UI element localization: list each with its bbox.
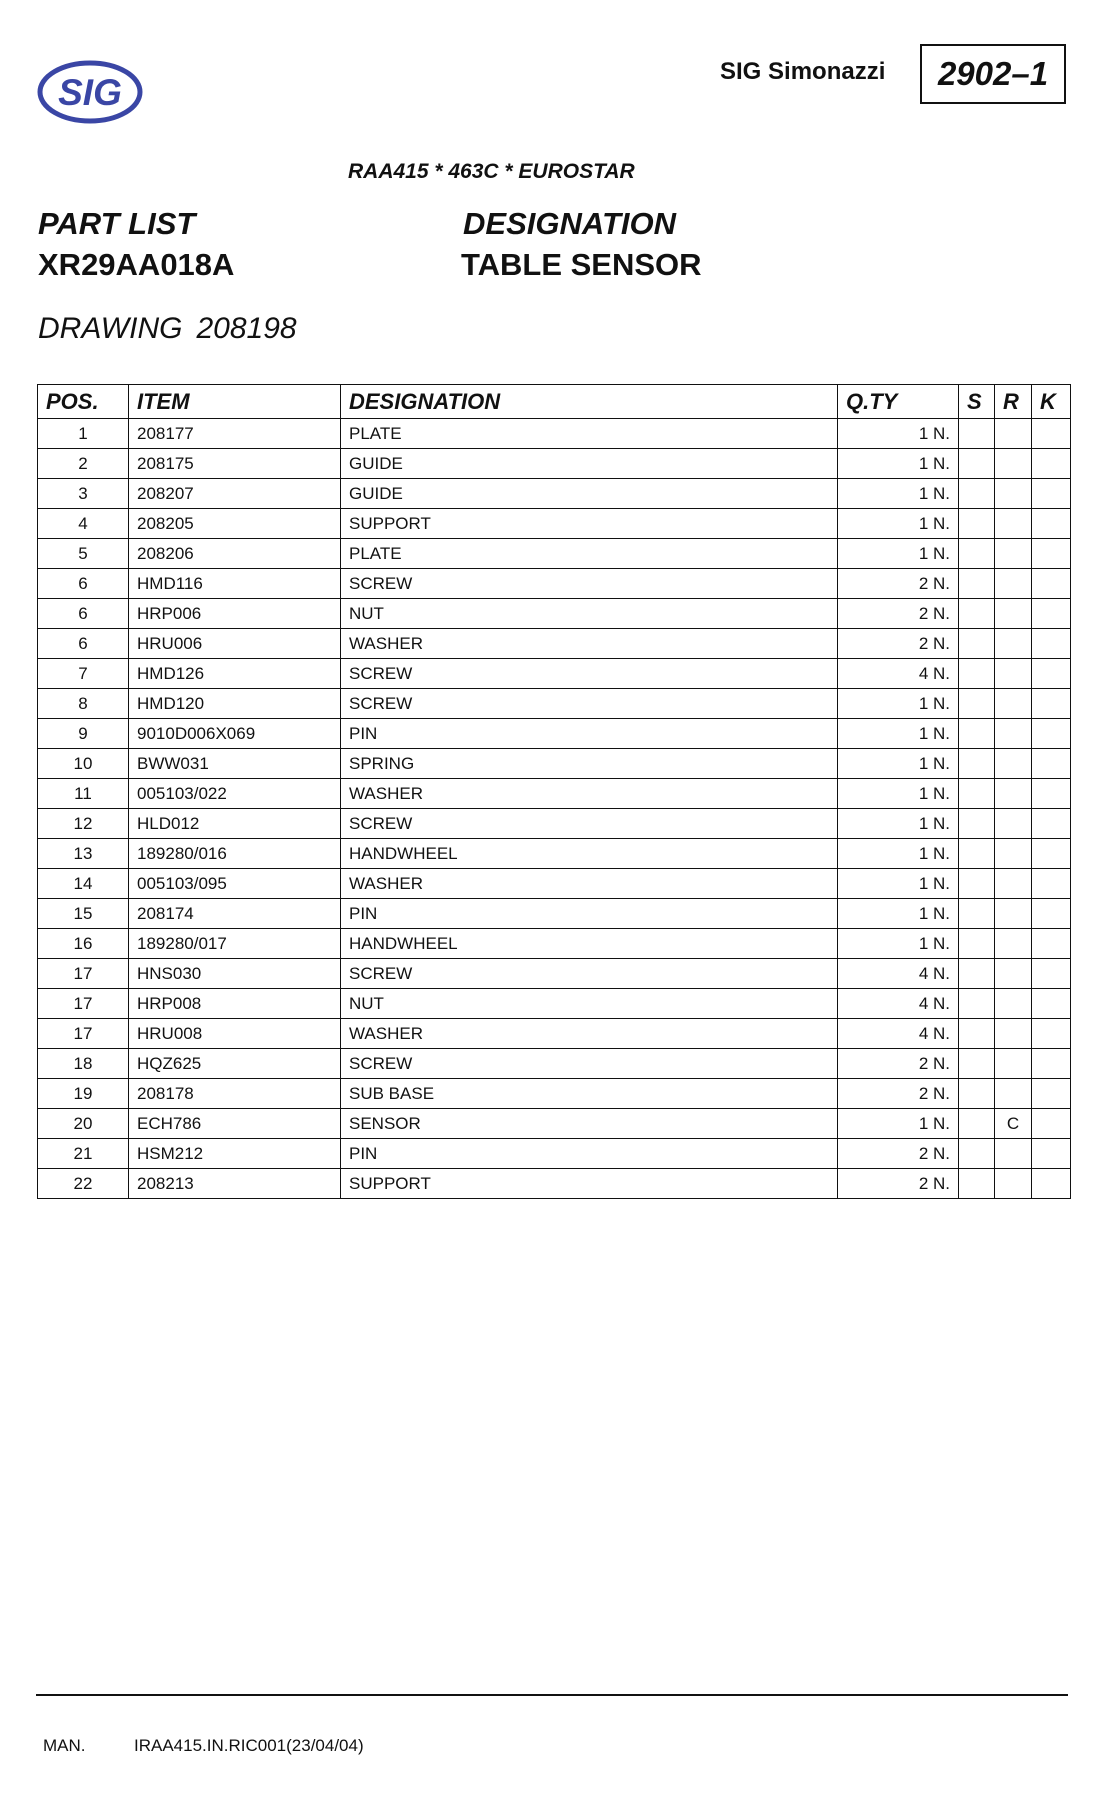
cell-pos: 7 bbox=[38, 659, 129, 689]
cell-r bbox=[995, 929, 1032, 959]
cell-k bbox=[1032, 869, 1071, 899]
cell-qty: 1 N. bbox=[838, 689, 959, 719]
designation-label: DESIGNATION bbox=[463, 206, 676, 241]
table-row bbox=[38, 869, 1071, 899]
cell-s bbox=[959, 959, 995, 989]
table-row bbox=[38, 659, 1071, 689]
table-row bbox=[38, 779, 1071, 809]
cell-pos: 5 bbox=[38, 539, 129, 569]
cell-r: C bbox=[995, 1109, 1032, 1139]
cell-r bbox=[995, 779, 1032, 809]
cell-s bbox=[959, 569, 995, 599]
cell-s bbox=[959, 989, 995, 1019]
cell-pos: 16 bbox=[38, 929, 129, 959]
cell-qty: 1 N. bbox=[838, 419, 959, 449]
drawing-label: DRAWING bbox=[38, 312, 183, 345]
table-row bbox=[38, 599, 1071, 629]
cell-s bbox=[959, 929, 995, 959]
col-header-qty: Q.TY bbox=[838, 385, 959, 419]
cell-k bbox=[1032, 689, 1071, 719]
col-header-r: R bbox=[995, 385, 1032, 419]
cell-item: HNS030 bbox=[129, 959, 341, 989]
cell-s bbox=[959, 629, 995, 659]
brand-name: SIG Simonazzi bbox=[720, 58, 886, 85]
cell-pos: 6 bbox=[38, 569, 129, 599]
cell-designation: SUPPORT bbox=[341, 509, 838, 539]
cell-k bbox=[1032, 629, 1071, 659]
table-row bbox=[38, 1019, 1071, 1049]
cell-designation: PIN bbox=[341, 1139, 838, 1169]
cell-pos: 4 bbox=[38, 509, 129, 539]
designation-value: TABLE SENSOR bbox=[461, 247, 702, 282]
cell-s bbox=[959, 899, 995, 929]
cell-item: 189280/017 bbox=[129, 929, 341, 959]
table-row bbox=[38, 1049, 1071, 1079]
cell-qty: 1 N. bbox=[838, 899, 959, 929]
cell-k bbox=[1032, 1079, 1071, 1109]
cell-pos: 6 bbox=[38, 599, 129, 629]
cell-qty: 1 N. bbox=[838, 539, 959, 569]
cell-k bbox=[1032, 749, 1071, 779]
cell-s bbox=[959, 869, 995, 899]
footer-rule bbox=[36, 1694, 1068, 1696]
cell-r bbox=[995, 1079, 1032, 1109]
table-row bbox=[38, 419, 1071, 449]
col-header-s: S bbox=[959, 385, 995, 419]
cell-k bbox=[1032, 1019, 1071, 1049]
cell-item: 208174 bbox=[129, 899, 341, 929]
footer-doc-code: IRAA415.IN.RIC001(23/04/04) bbox=[134, 1736, 364, 1755]
cell-qty: 2 N. bbox=[838, 1169, 959, 1199]
cell-designation: SCREW bbox=[341, 569, 838, 599]
table-row bbox=[38, 1109, 1071, 1139]
cell-r bbox=[995, 509, 1032, 539]
cell-k bbox=[1032, 1169, 1071, 1199]
cell-k bbox=[1032, 1049, 1071, 1079]
logo-text: SIG bbox=[58, 72, 122, 113]
cell-pos: 10 bbox=[38, 749, 129, 779]
cell-item: 208175 bbox=[129, 449, 341, 479]
cell-r bbox=[995, 1169, 1032, 1199]
table-row bbox=[38, 989, 1071, 1019]
cell-designation: SUB BASE bbox=[341, 1079, 838, 1109]
cell-pos: 8 bbox=[38, 689, 129, 719]
cell-r bbox=[995, 539, 1032, 569]
cell-designation: SUPPORT bbox=[341, 1169, 838, 1199]
table-row bbox=[38, 449, 1071, 479]
table-row bbox=[38, 1079, 1071, 1109]
cell-k bbox=[1032, 779, 1071, 809]
table-header-row bbox=[38, 385, 1071, 419]
cell-qty: 4 N. bbox=[838, 959, 959, 989]
part-list-label: PART LIST bbox=[38, 206, 196, 241]
table-row bbox=[38, 899, 1071, 929]
cell-qty: 1 N. bbox=[838, 1109, 959, 1139]
cell-r bbox=[995, 629, 1032, 659]
cell-qty: 2 N. bbox=[838, 569, 959, 599]
cell-k bbox=[1032, 899, 1071, 929]
cell-designation: PIN bbox=[341, 719, 838, 749]
cell-designation: WASHER bbox=[341, 629, 838, 659]
cell-s bbox=[959, 809, 995, 839]
cell-r bbox=[995, 809, 1032, 839]
cell-k bbox=[1032, 419, 1071, 449]
cell-s bbox=[959, 449, 995, 479]
cell-k bbox=[1032, 809, 1071, 839]
table-row bbox=[38, 629, 1071, 659]
cell-k bbox=[1032, 599, 1071, 629]
cell-r bbox=[995, 989, 1032, 1019]
footer-man-label: MAN. bbox=[43, 1736, 86, 1755]
cell-s bbox=[959, 599, 995, 629]
cell-item: HRP006 bbox=[129, 599, 341, 629]
cell-pos: 15 bbox=[38, 899, 129, 929]
cell-designation: PIN bbox=[341, 899, 838, 929]
cell-r bbox=[995, 569, 1032, 599]
cell-s bbox=[959, 1109, 995, 1139]
cell-qty: 1 N. bbox=[838, 869, 959, 899]
cell-s bbox=[959, 539, 995, 569]
cell-s bbox=[959, 659, 995, 689]
cell-qty: 1 N. bbox=[838, 719, 959, 749]
cell-s bbox=[959, 749, 995, 779]
cell-k bbox=[1032, 719, 1071, 749]
cell-qty: 4 N. bbox=[838, 659, 959, 689]
cell-item: HSM212 bbox=[129, 1139, 341, 1169]
table-row bbox=[38, 839, 1071, 869]
cell-r bbox=[995, 869, 1032, 899]
cell-pos: 12 bbox=[38, 809, 129, 839]
cell-k bbox=[1032, 659, 1071, 689]
cell-qty: 4 N. bbox=[838, 989, 959, 1019]
cell-designation: HANDWHEEL bbox=[341, 839, 838, 869]
cell-item: HMD126 bbox=[129, 659, 341, 689]
cell-k bbox=[1032, 929, 1071, 959]
cell-item: 208177 bbox=[129, 419, 341, 449]
cell-designation: SCREW bbox=[341, 809, 838, 839]
cell-pos: 20 bbox=[38, 1109, 129, 1139]
col-header-pos: POS. bbox=[38, 385, 129, 419]
cell-s bbox=[959, 1049, 995, 1079]
cell-s bbox=[959, 689, 995, 719]
col-header-item: ITEM bbox=[129, 385, 341, 419]
col-header-k: K bbox=[1032, 385, 1071, 419]
table-row bbox=[38, 929, 1071, 959]
cell-qty: 1 N. bbox=[838, 779, 959, 809]
cell-designation: NUT bbox=[341, 599, 838, 629]
cell-k bbox=[1032, 479, 1071, 509]
cell-designation: SCREW bbox=[341, 1049, 838, 1079]
cell-k bbox=[1032, 839, 1071, 869]
cell-item: 005103/095 bbox=[129, 869, 341, 899]
table-row bbox=[38, 689, 1071, 719]
drawing-number: 208198 bbox=[196, 312, 297, 345]
cell-r bbox=[995, 689, 1032, 719]
cell-qty: 1 N. bbox=[838, 449, 959, 479]
cell-item: HMD116 bbox=[129, 569, 341, 599]
cell-item: 189280/016 bbox=[129, 839, 341, 869]
cell-item: 005103/022 bbox=[129, 779, 341, 809]
cell-k bbox=[1032, 1139, 1071, 1169]
table-row bbox=[38, 719, 1071, 749]
document-number: 2902–1 bbox=[920, 44, 1066, 104]
cell-item: 208178 bbox=[129, 1079, 341, 1109]
cell-s bbox=[959, 1019, 995, 1049]
cell-r bbox=[995, 599, 1032, 629]
cell-designation: HANDWHEEL bbox=[341, 929, 838, 959]
cell-designation: SCREW bbox=[341, 659, 838, 689]
cell-r bbox=[995, 1049, 1032, 1079]
table-row bbox=[38, 1139, 1071, 1169]
cell-designation: WASHER bbox=[341, 869, 838, 899]
cell-pos: 18 bbox=[38, 1049, 129, 1079]
cell-pos: 17 bbox=[38, 959, 129, 989]
cell-pos: 19 bbox=[38, 1079, 129, 1109]
cell-designation: GUIDE bbox=[341, 449, 838, 479]
cell-k bbox=[1032, 959, 1071, 989]
cell-s bbox=[959, 719, 995, 749]
cell-item: 208205 bbox=[129, 509, 341, 539]
model-line: RAA415 * 463C * EUROSTAR bbox=[348, 160, 635, 183]
cell-s bbox=[959, 509, 995, 539]
cell-s bbox=[959, 1139, 995, 1169]
cell-item: BWW031 bbox=[129, 749, 341, 779]
cell-item: 208207 bbox=[129, 479, 341, 509]
cell-s bbox=[959, 779, 995, 809]
cell-r bbox=[995, 719, 1032, 749]
sig-logo bbox=[36, 58, 144, 126]
cell-designation: WASHER bbox=[341, 1019, 838, 1049]
cell-item: 208206 bbox=[129, 539, 341, 569]
cell-pos: 1 bbox=[38, 419, 129, 449]
cell-item: HQZ625 bbox=[129, 1049, 341, 1079]
cell-qty: 1 N. bbox=[838, 749, 959, 779]
cell-qty: 2 N. bbox=[838, 599, 959, 629]
cell-qty: 1 N. bbox=[838, 809, 959, 839]
cell-qty: 2 N. bbox=[838, 1139, 959, 1169]
table-row bbox=[38, 509, 1071, 539]
cell-k bbox=[1032, 1109, 1071, 1139]
cell-item: HRU008 bbox=[129, 1019, 341, 1049]
cell-item: HLD012 bbox=[129, 809, 341, 839]
table-row bbox=[38, 1169, 1071, 1199]
cell-designation: SENSOR bbox=[341, 1109, 838, 1139]
cell-qty: 2 N. bbox=[838, 1049, 959, 1079]
cell-designation: GUIDE bbox=[341, 479, 838, 509]
cell-item: HMD120 bbox=[129, 689, 341, 719]
table-row bbox=[38, 749, 1071, 779]
cell-pos: 14 bbox=[38, 869, 129, 899]
cell-item: 208213 bbox=[129, 1169, 341, 1199]
cell-pos: 11 bbox=[38, 779, 129, 809]
cell-r bbox=[995, 1019, 1032, 1049]
cell-designation: NUT bbox=[341, 989, 838, 1019]
cell-qty: 1 N. bbox=[838, 479, 959, 509]
cell-pos: 6 bbox=[38, 629, 129, 659]
cell-r bbox=[995, 1139, 1032, 1169]
cell-qty: 1 N. bbox=[838, 929, 959, 959]
cell-designation: SCREW bbox=[341, 959, 838, 989]
table-row bbox=[38, 569, 1071, 599]
cell-r bbox=[995, 479, 1032, 509]
cell-pos: 9 bbox=[38, 719, 129, 749]
part-list-code: XR29AA018A bbox=[38, 247, 235, 282]
cell-pos: 17 bbox=[38, 989, 129, 1019]
cell-s bbox=[959, 1079, 995, 1109]
cell-qty: 2 N. bbox=[838, 629, 959, 659]
table-row bbox=[38, 479, 1071, 509]
cell-pos: 22 bbox=[38, 1169, 129, 1199]
cell-s bbox=[959, 839, 995, 869]
table-row bbox=[38, 539, 1071, 569]
cell-qty: 1 N. bbox=[838, 839, 959, 869]
cell-k bbox=[1032, 509, 1071, 539]
cell-qty: 1 N. bbox=[838, 509, 959, 539]
cell-r bbox=[995, 419, 1032, 449]
cell-r bbox=[995, 749, 1032, 779]
cell-r bbox=[995, 449, 1032, 479]
cell-pos: 21 bbox=[38, 1139, 129, 1169]
cell-item: 9010D006X069 bbox=[129, 719, 341, 749]
cell-qty: 2 N. bbox=[838, 1079, 959, 1109]
cell-k bbox=[1032, 569, 1071, 599]
cell-designation: WASHER bbox=[341, 779, 838, 809]
cell-designation: SCREW bbox=[341, 689, 838, 719]
cell-s bbox=[959, 419, 995, 449]
cell-designation: SPRING bbox=[341, 749, 838, 779]
col-header-designation: DESIGNATION bbox=[341, 385, 838, 419]
cell-r bbox=[995, 839, 1032, 869]
table-row bbox=[38, 809, 1071, 839]
cell-k bbox=[1032, 539, 1071, 569]
cell-s bbox=[959, 1169, 995, 1199]
cell-pos: 2 bbox=[38, 449, 129, 479]
cell-pos: 3 bbox=[38, 479, 129, 509]
cell-k bbox=[1032, 449, 1071, 479]
cell-item: HRU006 bbox=[129, 629, 341, 659]
cell-pos: 13 bbox=[38, 839, 129, 869]
cell-s bbox=[959, 479, 995, 509]
cell-item: HRP008 bbox=[129, 989, 341, 1019]
cell-item: ECH786 bbox=[129, 1109, 341, 1139]
cell-qty: 4 N. bbox=[838, 1019, 959, 1049]
cell-designation: PLATE bbox=[341, 419, 838, 449]
drawing-line bbox=[38, 312, 311, 346]
cell-designation: PLATE bbox=[341, 539, 838, 569]
cell-k bbox=[1032, 989, 1071, 1019]
cell-r bbox=[995, 659, 1032, 689]
table-row bbox=[38, 959, 1071, 989]
cell-r bbox=[995, 899, 1032, 929]
cell-r bbox=[995, 959, 1032, 989]
parts-table bbox=[37, 384, 1071, 1199]
cell-pos: 17 bbox=[38, 1019, 129, 1049]
